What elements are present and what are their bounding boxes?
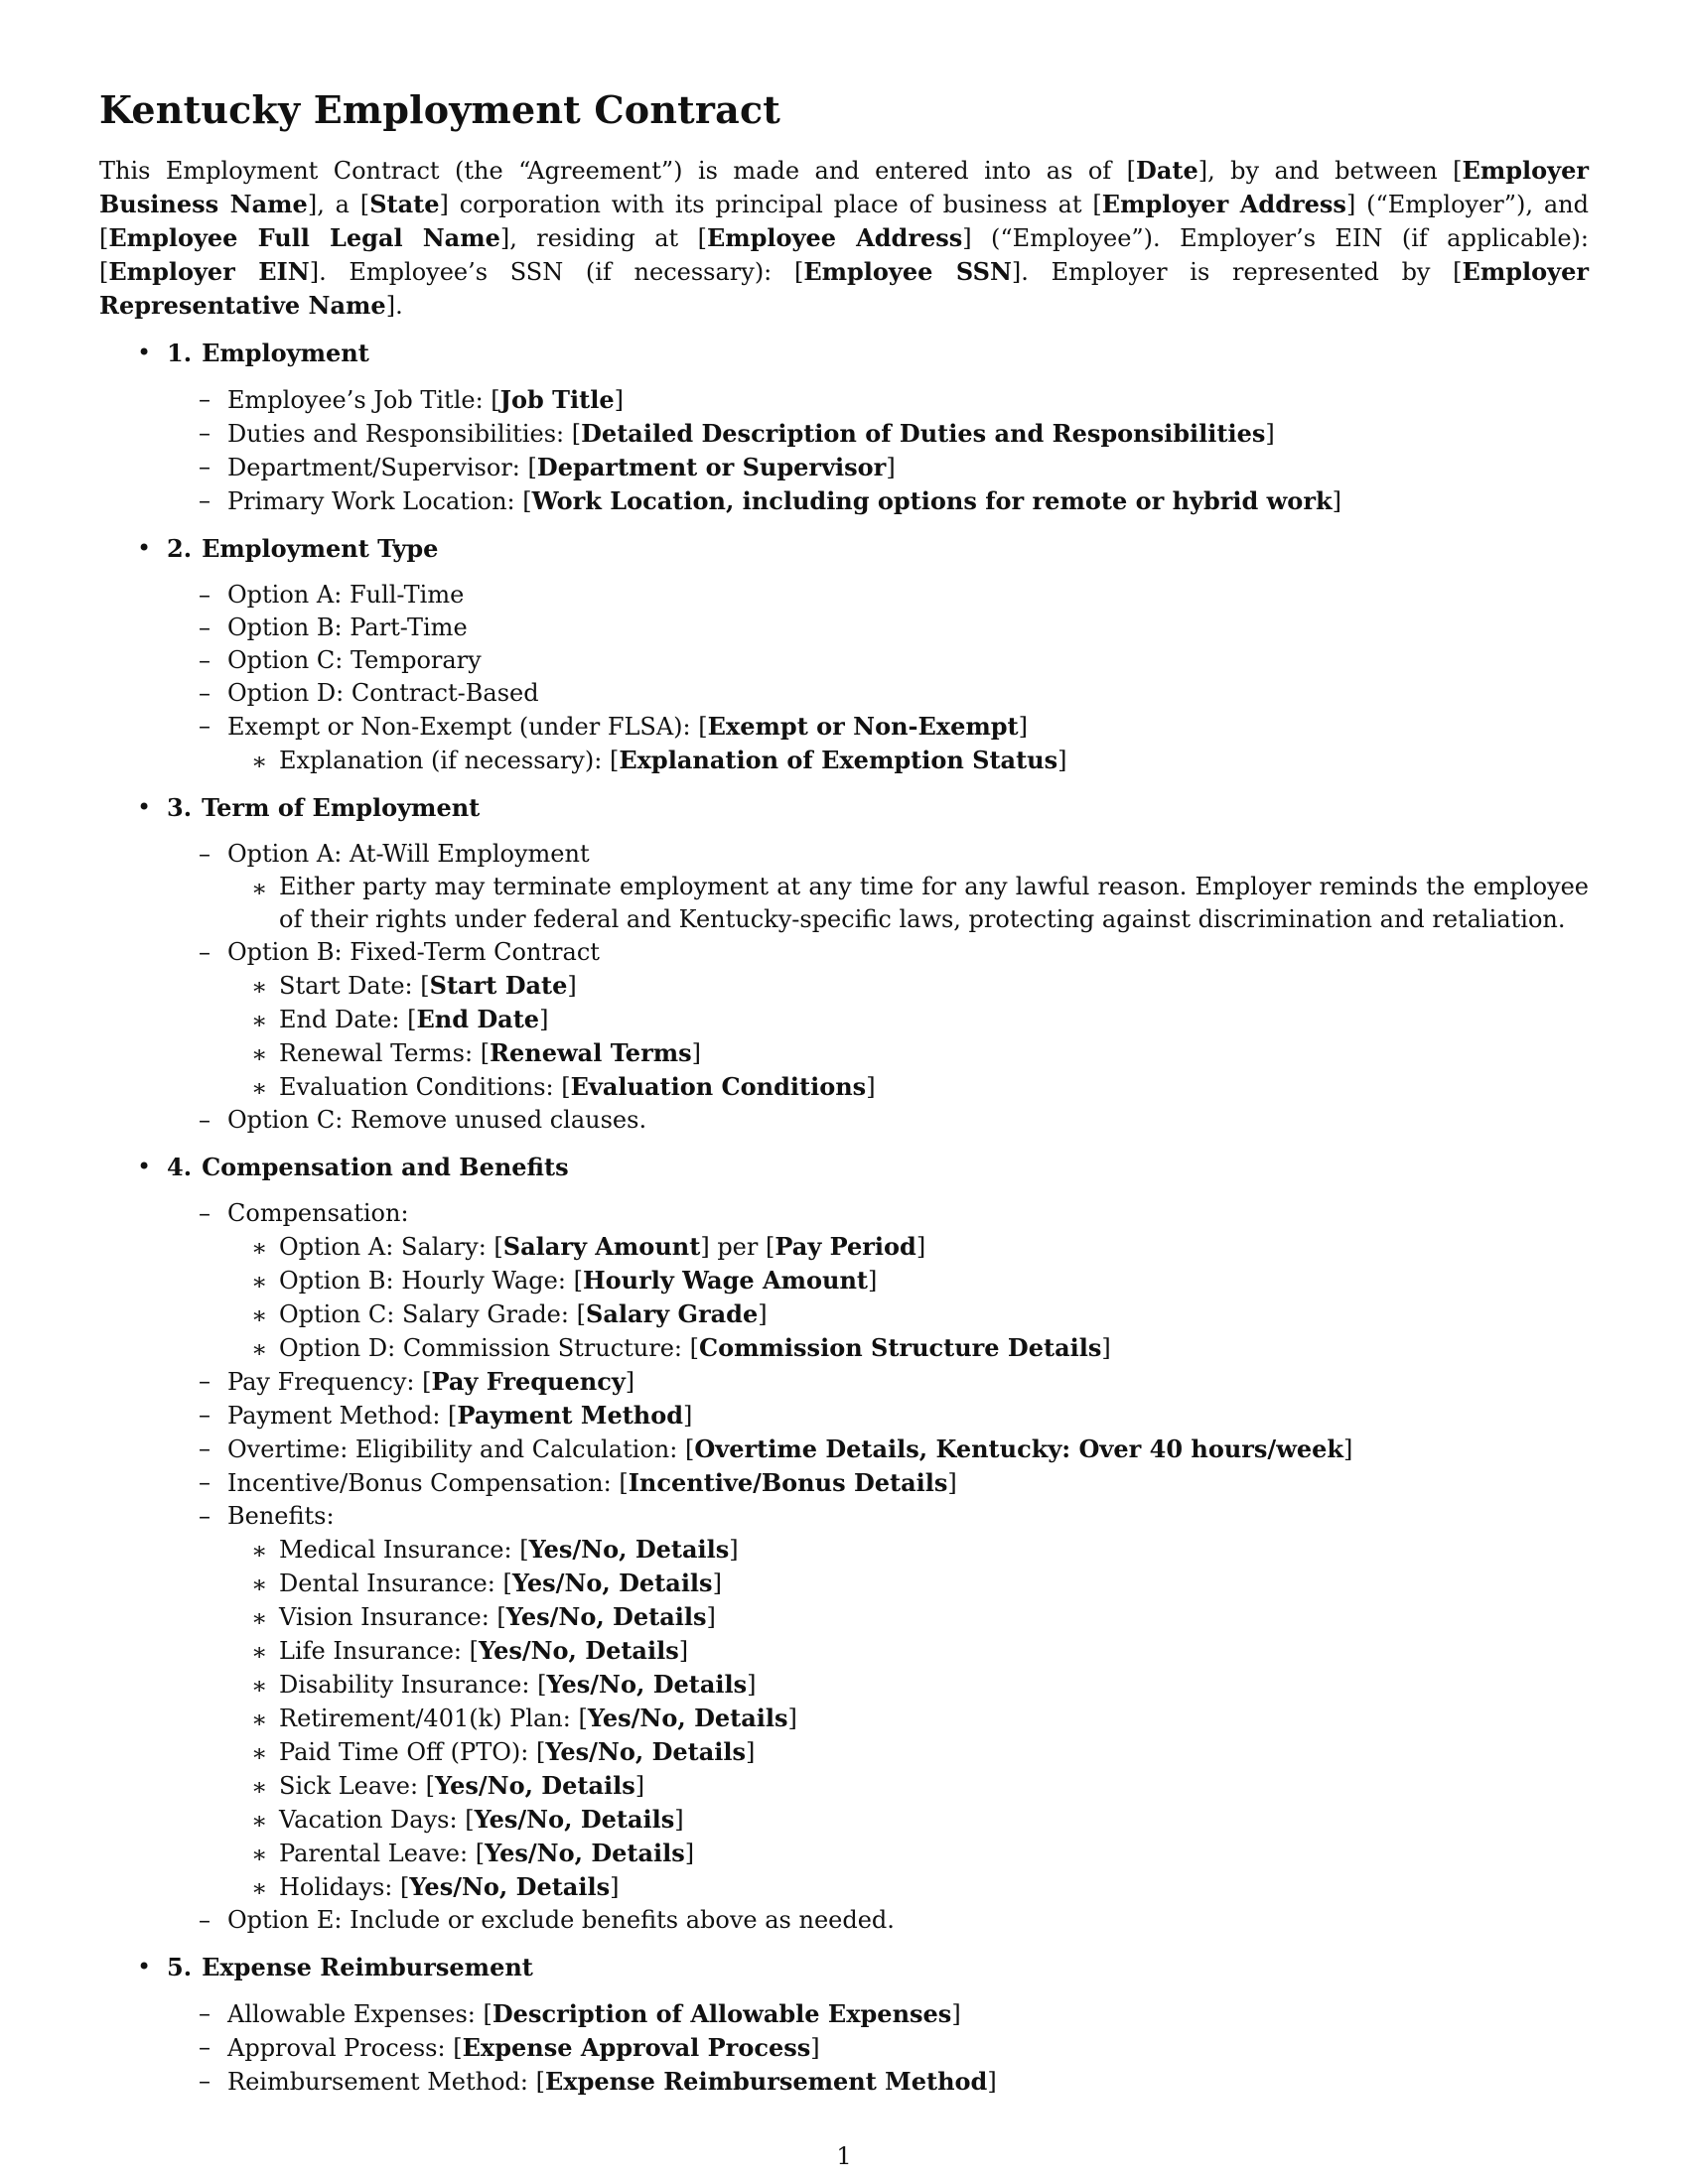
asterisk-icon: ∗	[251, 1268, 268, 1296]
item-label: Employee’s Job Title:	[227, 386, 492, 414]
field-benefit: Yes/No, Details	[505, 1602, 707, 1631]
dash-icon: –	[199, 1434, 211, 1462]
intro-text: This Employment Contract (the “Agreement”) is made and entered into as of [	[99, 157, 1136, 185]
field-employer-name: Employer Business Name	[99, 156, 1589, 218]
asterisk-icon: ∗	[251, 1007, 268, 1034]
section-title: Term of Employment	[202, 793, 481, 822]
field-commission: Commission Structure Details	[699, 1333, 1102, 1362]
item-label: Life Insurance:	[279, 1637, 470, 1665]
asterisk-icon: ∗	[251, 1074, 268, 1102]
sub-list-item: ∗ Vision Insurance: [Yes/No, Details]	[99, 1600, 1589, 1634]
asterisk-icon: ∗	[251, 1638, 268, 1666]
sub-list-item: ∗ Explanation (if necessary): [Explanation of Exemption Status]	[99, 744, 1589, 777]
dash-icon: –	[199, 614, 211, 641]
dash-icon: –	[199, 646, 211, 674]
item-label: Approval Process:	[227, 2034, 454, 2062]
field-reimbursement-method: Expense Reimbursement Method	[545, 2067, 988, 2096]
item-label: Exempt or Non-Exempt (under FLSA):	[227, 713, 699, 741]
intro-text: ] (“Employee”). Employer’s EIN (if applicable): [	[99, 224, 1589, 286]
section-compensation-benefits	[99, 1151, 1589, 1937]
field-payment-method: Payment Method	[457, 1401, 684, 1430]
item-text: Option A: At-Will Employment	[227, 840, 590, 868]
dash-icon: –	[199, 1502, 211, 1530]
asterisk-icon: ∗	[251, 1570, 268, 1598]
item-label: Duties and Responsibilities:	[227, 420, 572, 448]
field-bonus: Incentive/Bonus Details	[628, 1468, 948, 1497]
item-label: Department/Supervisor:	[227, 454, 528, 481]
list-item	[99, 838, 1589, 871]
list-item	[99, 1500, 1589, 1533]
field-pay-frequency: Pay Frequency	[431, 1367, 626, 1396]
section-heading	[99, 1151, 1589, 1183]
section-heading	[99, 532, 1589, 565]
intro-text: ] corporation with its principal place of business at [	[439, 191, 1102, 218]
intro-text: ]. Employee’s SSN (if necessary): [	[309, 258, 804, 286]
list-item: – Overtime: Eligibility and Calculation: [Overtime Details, Kentucky: Over 40 hours/week]	[199, 1434, 1353, 1463]
asterisk-icon: ∗	[251, 1706, 268, 1733]
field-end-date: End Date	[416, 1005, 540, 1033]
intro-paragraph	[99, 154, 1589, 323]
field-benefit: Yes/No, Details	[528, 1535, 730, 1564]
item-label: Option B: Hourly Wage:	[279, 1267, 574, 1295]
field-renewal-terms: Renewal Terms	[490, 1038, 692, 1067]
list-item	[99, 1104, 1589, 1137]
asterisk-icon: ∗	[251, 1604, 268, 1632]
item-text: Option E: Include or exclude benefits above as needed.	[227, 1906, 895, 1934]
dash-icon: –	[199, 2033, 211, 2061]
field-hourly-wage: Hourly Wage Amount	[582, 1266, 868, 1295]
dash-icon: –	[199, 1999, 211, 2027]
list-item	[99, 612, 1589, 644]
sub-list-item: ∗ Disability Insurance: [Yes/No, Details]	[99, 1668, 1589, 1702]
dash-icon: –	[199, 453, 211, 480]
field-pay-period: Pay Period	[774, 1232, 916, 1261]
dash-icon: –	[199, 1367, 211, 1395]
field-benefit: Yes/No, Details	[435, 1771, 635, 1800]
section-number: 3.	[167, 793, 193, 822]
field-employee-address: Employee Address	[706, 223, 963, 252]
bullet-icon: •	[137, 1153, 152, 1180]
field-employee-ssn: Employee SSN	[803, 257, 1012, 286]
bullet-icon: •	[137, 534, 152, 562]
asterisk-icon: ∗	[251, 1537, 268, 1565]
section-employment-type	[99, 532, 1589, 777]
sub-list-item: ∗ Renewal Terms: [Renewal Terms]	[99, 1036, 1589, 1070]
item-text: Option B: Fixed-Term Contract	[227, 938, 600, 966]
list-item: – Incentive/Bonus Compensation: [Incentive/Bonus Details]	[199, 1468, 957, 1497]
list-item	[99, 936, 1589, 969]
item-label: Option C: Salary Grade:	[279, 1300, 577, 1328]
sub-list-item: ∗ Evaluation Conditions: [Evaluation Conditions]	[99, 1070, 1589, 1104]
field-overtime: Overtime Details, Kentucky: Over 40 hours/week	[694, 1434, 1344, 1463]
list-item	[99, 1197, 1589, 1230]
section-term-of-employment	[99, 791, 1589, 1137]
item-label: Retirement/401(k) Plan:	[279, 1705, 579, 1732]
item-label: Renewal Terms:	[279, 1039, 481, 1067]
field-employee-name: Employee Full Legal Name	[108, 223, 500, 252]
asterisk-icon: ∗	[251, 1807, 268, 1835]
asterisk-icon: ∗	[251, 748, 268, 775]
field-start-date: Start Date	[429, 971, 568, 1000]
item-label: Start Date:	[279, 972, 421, 1000]
item-label: Evaluation Conditions:	[279, 1073, 562, 1101]
field-evaluation-conditions: Evaluation Conditions	[570, 1072, 867, 1101]
section-heading	[99, 337, 1589, 369]
sub-list-item: ∗ Option A: Salary: [Salary Amount] per [Pay Period]	[99, 1230, 1589, 1264]
item-text: Either party may terminate employment at any time for any lawful reason. Employer reminds the employee of their rights under federal and Kentucky-specific laws, protecting against discrimination and retaliation.	[279, 873, 1589, 933]
item-text: Compensation:	[227, 1199, 409, 1227]
dash-icon: –	[199, 2067, 211, 2095]
dash-icon: –	[199, 938, 211, 966]
item-label: Overtime: Eligibility and Calculation:	[227, 1435, 685, 1463]
dash-icon: –	[199, 419, 211, 447]
item-text: Option A: Full-Time	[227, 581, 465, 609]
list-item	[99, 1904, 1589, 1937]
section-title: Employment	[202, 339, 369, 367]
field-benefit: Yes/No, Details	[474, 1805, 675, 1834]
field-work-location: Work Location, including options for remote or hybrid work	[531, 486, 1333, 515]
field-employer-ein: Employer EIN	[108, 257, 310, 286]
field-benefit: Yes/No, Details	[409, 1872, 611, 1901]
list-item: – Reimbursement Method: [Expense Reimbursement Method]	[199, 2067, 997, 2096]
sub-list-item: ∗ Medical Insurance: [Yes/No, Details]	[99, 1533, 1589, 1567]
item-label: Paid Time Off (PTO):	[279, 1738, 536, 1766]
field-salary-grade: Salary Grade	[585, 1299, 759, 1328]
field-benefit: Yes/No, Details	[485, 1839, 685, 1867]
intro-text: ], residing at [	[499, 224, 707, 252]
field-benefit: Yes/No, Details	[545, 1737, 747, 1766]
field-benefit: Yes/No, Details	[479, 1636, 679, 1665]
field-date: Date	[1136, 156, 1198, 185]
dash-icon: –	[199, 486, 211, 514]
field-department: Department or Supervisor	[536, 453, 887, 481]
field-employer-representative: Employer Representative Name	[99, 257, 1589, 320]
item-label: Option A: Salary:	[279, 1233, 494, 1261]
list-item: – Employee’s Job Title: [Job Title]	[199, 385, 624, 414]
item-label: Option D: Commission Structure:	[279, 1334, 690, 1362]
item-text: Benefits:	[227, 1502, 335, 1530]
bullet-icon: •	[137, 1953, 152, 1980]
item-label: Parental Leave:	[279, 1840, 476, 1867]
asterisk-icon: ∗	[251, 1739, 268, 1767]
asterisk-icon: ∗	[251, 1040, 268, 1068]
asterisk-icon: ∗	[251, 1672, 268, 1700]
item-label: Primary Work Location:	[227, 487, 523, 515]
section-employment	[99, 337, 1589, 518]
item-label: Explanation (if necessary):	[279, 747, 610, 774]
sub-list-item: ∗ Paid Time Off (PTO): [Yes/No, Details]	[99, 1735, 1589, 1769]
document-page	[99, 87, 1589, 2099]
field-benefit: Yes/No, Details	[587, 1704, 788, 1732]
dash-icon: –	[199, 581, 211, 609]
list-item	[99, 579, 1589, 612]
asterisk-icon: ∗	[251, 1841, 268, 1868]
asterisk-icon: ∗	[251, 1234, 268, 1262]
sub-list-item: ∗ Life Insurance: [Yes/No, Details]	[99, 1634, 1589, 1668]
list-item: – Allowable Expenses: [Description of Allowable Expenses]	[199, 1999, 961, 2028]
item-text: per	[709, 1233, 766, 1261]
item-label: Incentive/Bonus Compensation:	[227, 1469, 620, 1497]
item-label: Dental Insurance:	[279, 1570, 503, 1597]
field-benefit: Yes/No, Details	[511, 1569, 713, 1597]
item-label: Sick Leave:	[279, 1772, 426, 1800]
item-text: Option B: Part-Time	[227, 614, 468, 641]
page-number: 1	[836, 2142, 852, 2170]
field-exemption-explanation: Explanation of Exemption Status	[619, 746, 1058, 774]
intro-text: ], by and between [	[1197, 157, 1463, 185]
list-item: – Payment Method: [Payment Method]	[199, 1401, 693, 1430]
list-item: – Approval Process: [Expense Approval Process]	[199, 2033, 820, 2062]
dash-icon: –	[199, 840, 211, 868]
section-heading	[99, 1951, 1589, 1983]
sub-list-item: ∗ Dental Insurance: [Yes/No, Details]	[99, 1567, 1589, 1600]
intro-text: ] (“Employer”), and [	[99, 191, 1590, 252]
field-employer-address: Employer Address	[1101, 190, 1346, 218]
intro-text: ]. Employer is represented by [	[1011, 258, 1463, 286]
bullet-icon: •	[137, 793, 152, 821]
sub-list-item: ∗ Holidays: [Yes/No, Details]	[99, 1870, 1589, 1904]
field-exempt-status: Exempt or Non-Exempt	[707, 712, 1019, 741]
section-expense-reimbursement	[99, 1951, 1589, 2099]
dash-icon: –	[199, 712, 211, 740]
section-number: 5.	[167, 1953, 193, 1981]
bullet-icon: •	[137, 339, 152, 366]
item-label: Pay Frequency:	[227, 1368, 423, 1396]
asterisk-icon: ∗	[251, 1773, 268, 1801]
intro-text: ].	[385, 292, 403, 320]
field-allowable-expenses: Description of Allowable Expenses	[492, 1999, 952, 2028]
item-label: Holidays:	[279, 1873, 400, 1901]
document-title: Kentucky Employment Contract	[99, 87, 781, 132]
item-text: Option C: Temporary	[227, 646, 482, 674]
section-heading	[99, 791, 1589, 824]
dash-icon: –	[199, 1401, 211, 1429]
section-number: 4.	[167, 1153, 193, 1181]
item-label: Allowable Expenses:	[227, 2000, 484, 2028]
section-title: Compensation and Benefits	[202, 1153, 569, 1181]
sub-list-item: ∗ Option D: Commission Structure: [Commission Structure Details]	[99, 1331, 1589, 1365]
sub-list-item: ∗ Option B: Hourly Wage: [Hourly Wage Amount]	[99, 1264, 1589, 1297]
asterisk-icon: ∗	[251, 1335, 268, 1363]
intro-text: ], a [	[307, 191, 370, 218]
dash-icon: –	[199, 1468, 211, 1496]
list-item: – Pay Frequency: [Pay Frequency]	[199, 1367, 635, 1396]
asterisk-icon: ∗	[251, 973, 268, 1001]
dash-icon: –	[199, 1106, 211, 1134]
list-item: – Duties and Responsibilities: [Detailed Description of Duties and Responsibilities]	[199, 419, 1275, 448]
sub-list-item: ∗ Option C: Salary Grade: [Salary Grade]	[99, 1297, 1589, 1331]
field-job-title: Job Title	[499, 385, 615, 414]
item-label: Payment Method:	[227, 1402, 449, 1430]
sub-list-item: ∗ Vacation Days: [Yes/No, Details]	[99, 1803, 1589, 1837]
item-text: Option C: Remove unused clauses.	[227, 1106, 647, 1134]
sub-list-item: ∗ End Date: [End Date]	[99, 1003, 1589, 1036]
sub-list-item: ∗ Start Date: [Start Date]	[99, 969, 1589, 1003]
section-title: Expense Reimbursement	[202, 1953, 533, 1981]
list-item: – Exempt or Non-Exempt (under FLSA): [Exempt or Non-Exempt]	[199, 712, 1028, 741]
section-title: Employment Type	[202, 534, 439, 563]
dash-icon: –	[199, 385, 211, 413]
sub-list-item: ∗ Parental Leave: [Yes/No, Details]	[99, 1837, 1589, 1870]
field-duties: Detailed Description of Duties and Responsibilities	[581, 419, 1266, 448]
item-label: Vacation Days:	[279, 1806, 466, 1834]
asterisk-icon: ∗	[251, 1301, 268, 1329]
sub-list-item: ∗ Retirement/401(k) Plan: [Yes/No, Details]	[99, 1702, 1589, 1735]
field-approval-process: Expense Approval Process	[462, 2033, 811, 2062]
item-text: Option D: Contract-Based	[227, 679, 539, 707]
section-number: 1.	[167, 339, 193, 367]
asterisk-icon: ∗	[251, 875, 268, 902]
list-item: – Primary Work Location: [Work Location, including options for remote or hybrid work]	[199, 486, 1341, 515]
dash-icon: –	[199, 1906, 211, 1934]
sub-list-item: ∗ Sick Leave: [Yes/No, Details]	[99, 1769, 1589, 1803]
sub-list-item	[99, 871, 1589, 936]
dash-icon: –	[199, 679, 211, 707]
field-salary-amount: Salary Amount	[502, 1232, 701, 1261]
field-benefit: Yes/No, Details	[546, 1670, 748, 1699]
dash-icon: –	[199, 1199, 211, 1227]
item-label: Disability Insurance:	[279, 1671, 538, 1699]
list-item: – Department/Supervisor: [Department or Supervisor]	[199, 453, 896, 481]
item-label: End Date:	[279, 1006, 408, 1033]
field-state: State	[369, 190, 440, 218]
asterisk-icon: ∗	[251, 1874, 268, 1902]
item-label: Vision Insurance:	[279, 1603, 497, 1631]
section-number: 2.	[167, 534, 193, 563]
item-label: Medical Insurance:	[279, 1536, 520, 1564]
item-label: Reimbursement Method:	[227, 2068, 536, 2096]
list-item	[99, 677, 1589, 710]
list-item	[99, 644, 1589, 677]
